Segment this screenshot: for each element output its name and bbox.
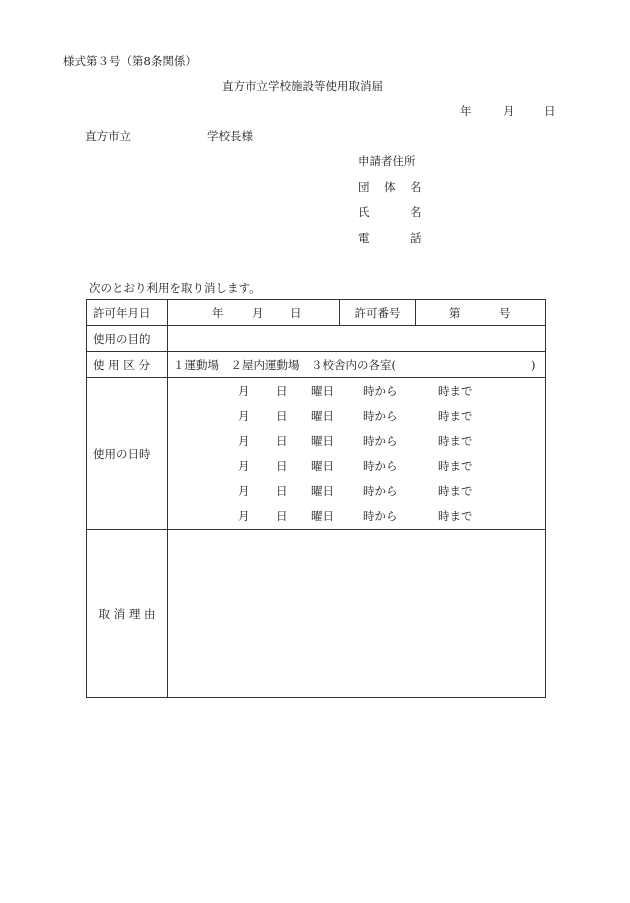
datetime-entry[interactable] (168, 453, 545, 478)
datetime-month: 月 (238, 459, 250, 473)
datetime-to: 時まで (438, 509, 473, 523)
group-label-1: 団 (358, 180, 370, 194)
category-close: ) (531, 357, 536, 372)
datetime-from: 時から (363, 434, 398, 448)
datetime-weekday: 曜日 (311, 409, 334, 423)
date-year: 年 (460, 104, 472, 118)
datetime-day: 日 (276, 384, 288, 398)
date-month: 月 (503, 104, 515, 118)
name-label-2: 名 (410, 205, 422, 219)
name-label-1: 氏 (358, 205, 370, 219)
datetime-day: 日 (276, 409, 288, 423)
datetime-entry[interactable] (168, 403, 545, 428)
category-label: 使 用 区 分 (87, 352, 168, 378)
datetime-to: 時まで (438, 434, 473, 448)
datetime-day: 日 (276, 484, 288, 498)
datetime-to: 時まで (438, 484, 473, 498)
purpose-row (87, 326, 546, 352)
datetime-from: 時から (363, 409, 398, 423)
permit-number-value[interactable] (416, 300, 546, 326)
permit-date-label: 許可年月日 (87, 300, 168, 326)
group-label-3: 名 (410, 180, 422, 194)
permit-day: 日 (290, 305, 302, 320)
permit-number-suffix: 号 (499, 305, 511, 320)
phone-label-2: 話 (410, 231, 422, 245)
datetime-to: 時まで (438, 384, 473, 398)
datetime-weekday: 曜日 (311, 434, 334, 448)
cancel-reason-value[interactable] (168, 530, 546, 698)
datetime-day: 日 (276, 459, 288, 473)
phone-label-1: 電 (358, 231, 370, 245)
datetime-month: 月 (238, 384, 250, 398)
permit-row (87, 300, 546, 326)
datetime-weekday: 曜日 (311, 384, 334, 398)
datetime-month: 月 (238, 409, 250, 423)
purpose-label: 使用の目的 (87, 326, 168, 352)
category-row (87, 352, 546, 378)
datetime-entry[interactable] (168, 478, 545, 503)
category-value[interactable] (168, 352, 546, 378)
addressee-suffix: 学校長様 (207, 129, 253, 143)
purpose-value[interactable] (168, 326, 546, 352)
datetime-value[interactable] (168, 378, 546, 530)
datetime-month: 月 (238, 434, 250, 448)
permit-number-label: 許可番号 (340, 300, 416, 326)
datetime-label: 使用の日時 (87, 378, 168, 530)
datetime-day: 日 (276, 509, 288, 523)
datetime-from: 時から (363, 459, 398, 473)
form-number: 様式第３号（第8条関係） (63, 54, 197, 68)
permit-number-prefix: 第 (449, 305, 461, 320)
datetime-month: 月 (238, 484, 250, 498)
permit-date-value[interactable] (168, 300, 340, 326)
datetime-entry[interactable] (168, 378, 545, 403)
category-options: １運動場 ２屋内運動場 ３校舎内の各室( (173, 357, 396, 372)
datetime-to: 時まで (438, 459, 473, 473)
document-title: 直方市立学校施設等使用取消届 (222, 79, 383, 93)
datetime-day: 日 (276, 434, 288, 448)
datetime-entry[interactable] (168, 503, 545, 528)
cancellation-form-table (86, 299, 546, 698)
permit-month: 月 (252, 305, 264, 320)
datetime-to: 時まで (438, 409, 473, 423)
datetime-weekday: 曜日 (311, 484, 334, 498)
datetime-entry[interactable] (168, 428, 545, 453)
datetime-month: 月 (238, 509, 250, 523)
datetime-row (87, 378, 546, 530)
datetime-weekday: 曜日 (311, 459, 334, 473)
applicant-address-label: 申請者住所 (358, 154, 416, 168)
permit-year: 年 (212, 305, 224, 320)
group-label-2: 体 (384, 180, 396, 194)
cancel-reason-label: 取 消 理 由 (87, 530, 168, 698)
datetime-from: 時から (363, 384, 398, 398)
datetime-weekday: 曜日 (311, 509, 334, 523)
datetime-from: 時から (363, 509, 398, 523)
date-day: 日 (544, 104, 556, 118)
datetime-from: 時から (363, 484, 398, 498)
intro-text: 次のとおり利用を取り消します。 (89, 281, 261, 295)
cancel-reason-row (87, 530, 546, 698)
addressee-prefix: 直方市立 (85, 129, 131, 143)
